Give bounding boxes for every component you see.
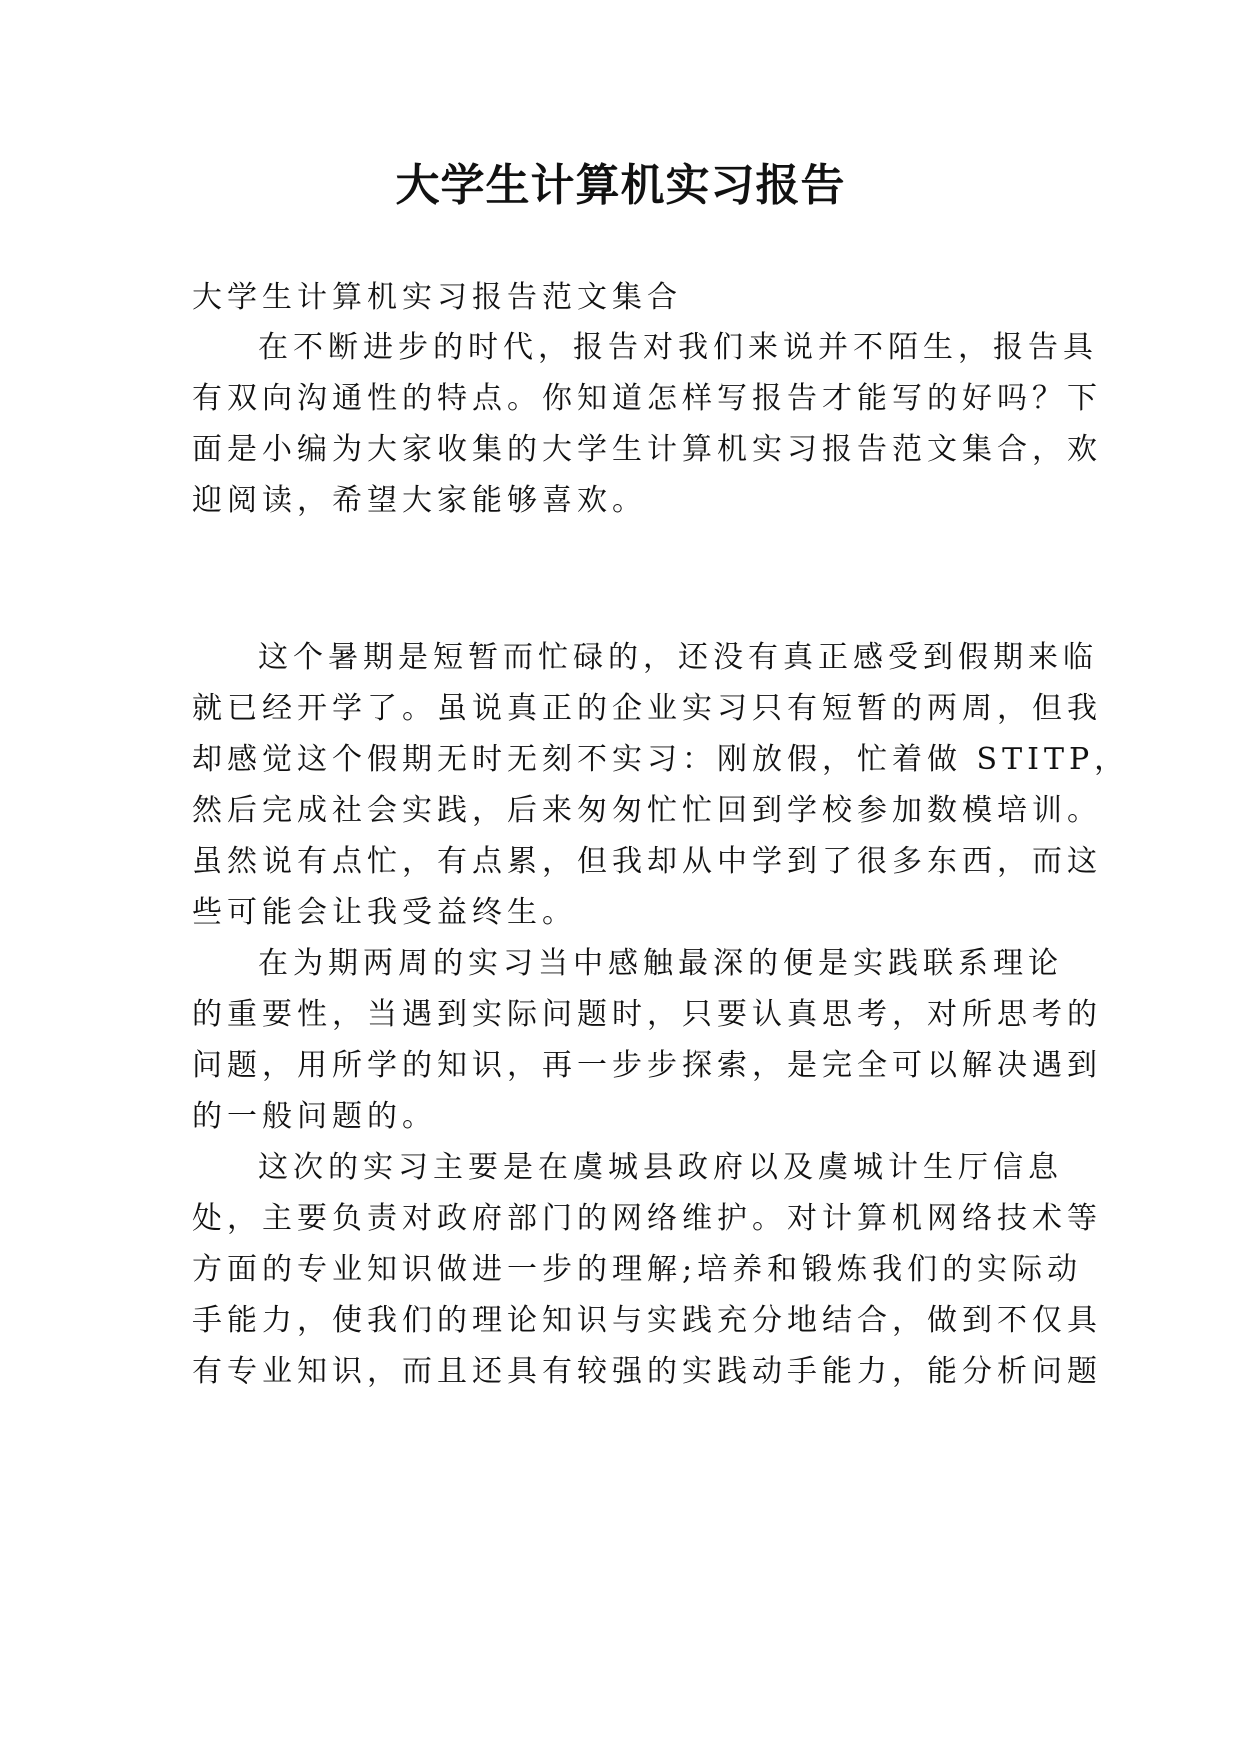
document-title: 大学生计算机实习报告 bbox=[395, 160, 846, 211]
paragraph-line: 这个暑期是短暂而忙碌的，还没有真正感受到假期来临 bbox=[258, 640, 1098, 675]
paragraph-line: 就已经开学了。虽说真正的企业实习只有短暂的两周，但我 bbox=[192, 691, 1102, 726]
paragraph-line: 问题，用所学的知识，再一步步探索，是完全可以解决遇到 bbox=[192, 1048, 1102, 1083]
paragraph-line: 虽然说有点忙，有点累，但我却从中学到了很多东西，而这 bbox=[192, 844, 1102, 879]
paragraph-line: 这次的实习主要是在虞城县政府以及虞城计生厅信息 bbox=[258, 1150, 1063, 1185]
paragraph-line: 在为期两周的实习当中感触最深的便是实践联系理论 bbox=[258, 946, 1063, 981]
intro-line: 在不断进步的时代，报告对我们来说并不陌生，报告具 bbox=[258, 330, 1098, 365]
paragraph-line: 然后完成社会实践，后来匆匆忙忙回到学校参加数模培训。 bbox=[192, 793, 1102, 828]
paragraph-line: 的重要性，当遇到实际问题时，只要认真思考，对所思考的 bbox=[192, 997, 1102, 1032]
paragraph-line: 的一般问题的。 bbox=[192, 1099, 437, 1134]
paragraph-line: 手能力，使我们的理论知识与实践充分地结合，做到不仅具 bbox=[192, 1303, 1102, 1338]
paragraph-line: 些可能会让我受益终生。 bbox=[192, 895, 577, 930]
intro-line: 面是小编为大家收集的大学生计算机实习报告范文集合，欢 bbox=[192, 432, 1102, 467]
intro-line: 有双向沟通性的特点。你知道怎样写报告才能写的好吗？下 bbox=[192, 381, 1102, 416]
paragraph-line: 有专业知识，而且还具有较强的实践动手能力，能分析问题 bbox=[192, 1354, 1102, 1389]
document-subtitle: 大学生计算机实习报告范文集合 bbox=[192, 280, 682, 315]
intro-line: 迎阅读，希望大家能够喜欢。 bbox=[192, 483, 647, 518]
paragraph-line: 却感觉这个假期无时无刻不实习：刚放假，忙着做 STITP， bbox=[192, 742, 1130, 777]
paragraph-line: 方面的专业知识做进一步的理解;培养和锻炼我们的实际动 bbox=[192, 1252, 1083, 1287]
paragraph-line: 处，主要负责对政府部门的网络维护。对计算机网络技术等 bbox=[192, 1201, 1102, 1236]
